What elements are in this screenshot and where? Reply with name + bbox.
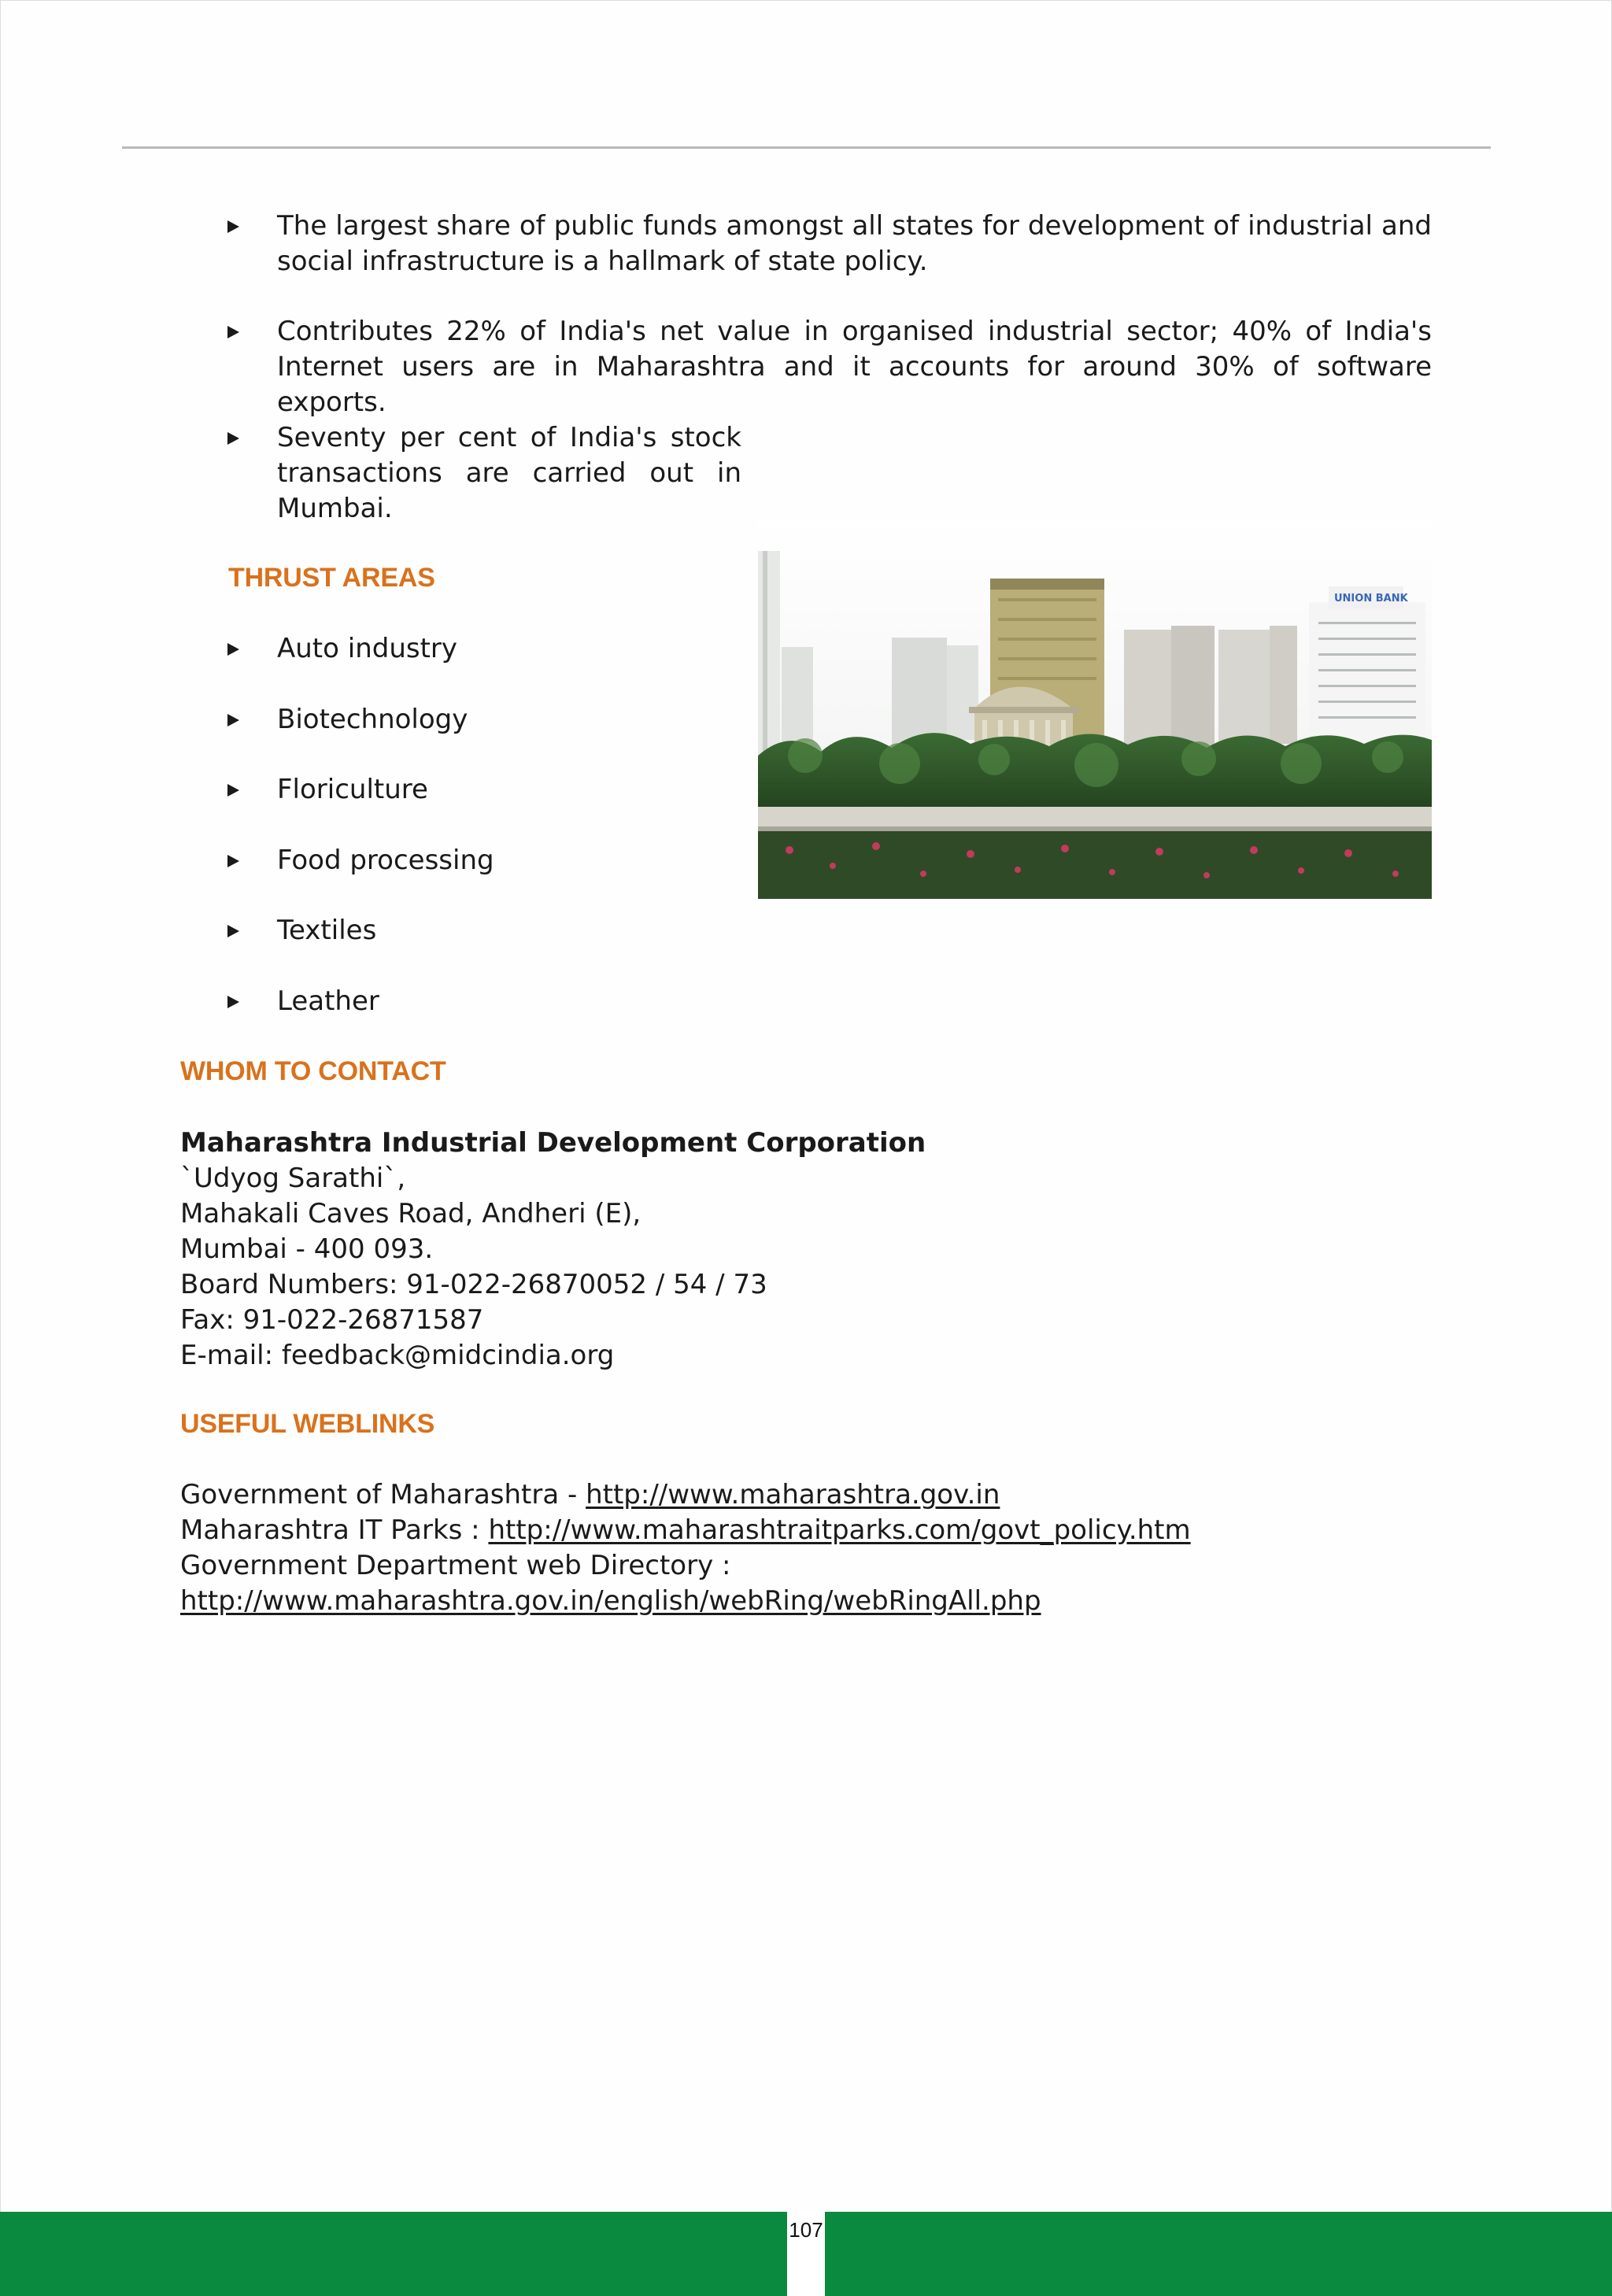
contact-fax: Fax: 91-022-26871587 bbox=[180, 1304, 484, 1336]
useful-weblinks-heading: USEFUL WEBLINKS bbox=[180, 1409, 435, 1439]
contact-email: E-mail: feedback@midcindia.org bbox=[180, 1340, 615, 1371]
weblink-government-maharashtra[interactable]: http://www.maharashtra.gov.in bbox=[586, 1479, 1000, 1510]
weblink-label: Maharashtra IT Parks : bbox=[180, 1514, 489, 1546]
contact-organisation: Maharashtra Industrial Development Corporation bbox=[180, 1127, 926, 1159]
bullet-arrow-icon bbox=[227, 631, 243, 667]
contact-address-line: Mumbai - 400 093. bbox=[180, 1233, 434, 1265]
thrust-item-label: Textiles bbox=[277, 915, 377, 946]
weblink-row-department-directory bbox=[180, 1548, 1191, 1584]
thrust-item-label: Biotechnology bbox=[277, 704, 468, 735]
photo-building-sign: UNION BANK bbox=[1334, 593, 1408, 605]
whom-to-contact-heading: WHOM TO CONTACT bbox=[180, 1056, 446, 1086]
bullet-arrow-icon bbox=[227, 702, 243, 738]
bullet-text: Contributes 22% of India's net value in organised industrial sector; 40% of India's Internet users are in Maharashtra and it accounts for around 30% of software exports. bbox=[277, 316, 1432, 418]
contact-address-line: Mahakali Caves Road, Andheri (E), bbox=[180, 1198, 641, 1229]
bullet-arrow-icon bbox=[227, 843, 243, 878]
weblinks-block bbox=[180, 1477, 1191, 1619]
thrust-areas-heading: THRUST AREAS bbox=[228, 563, 435, 593]
bullet-text: The largest share of public funds amongst all states for development of industrial and social infrastructure is a hallmark of state policy. bbox=[277, 210, 1432, 277]
header-rule bbox=[122, 146, 1491, 149]
bullet-arrow-icon bbox=[227, 314, 243, 349]
thrust-item-label: Food processing bbox=[277, 845, 494, 876]
thrust-item-label: Auto industry bbox=[277, 633, 458, 664]
thrust-item-label: Floriculture bbox=[277, 774, 428, 805]
weblink-row-department-url bbox=[180, 1584, 1191, 1619]
contact-address-line: `Udyog Sarathi`, bbox=[180, 1163, 406, 1194]
mumbai-skyline-photo bbox=[758, 519, 1432, 899]
weblink-label: Government Department web Directory : bbox=[180, 1550, 731, 1581]
bullet-arrow-icon bbox=[227, 913, 243, 948]
thrust-item-label: Leather bbox=[277, 985, 379, 1017]
bullet-arrow-icon bbox=[227, 420, 243, 456]
weblink-row-government bbox=[180, 1477, 1191, 1513]
bullet-arrow-icon bbox=[227, 209, 243, 244]
bullet-arrow-icon bbox=[227, 984, 243, 1019]
bullet-arrow-icon bbox=[227, 772, 243, 808]
bullet-text: Seventy per cent of India's stock transactions are carried out in Mumbai. bbox=[277, 422, 741, 524]
contact-phone: Board Numbers: 91-022-26870052 / 54 / 73 bbox=[180, 1269, 767, 1300]
page-number: 107 bbox=[787, 2212, 825, 2296]
weblink-it-parks[interactable]: http://www.maharashtraitparks.com/govt_policy.htm bbox=[488, 1514, 1191, 1546]
weblink-label: Government of Maharashtra - bbox=[180, 1479, 586, 1510]
weblink-row-it-parks bbox=[180, 1513, 1191, 1548]
weblink-department-directory[interactable]: http://www.maharashtra.gov.in/english/webRing/webRingAll.php bbox=[180, 1585, 1041, 1617]
contact-block bbox=[180, 1126, 926, 1374]
